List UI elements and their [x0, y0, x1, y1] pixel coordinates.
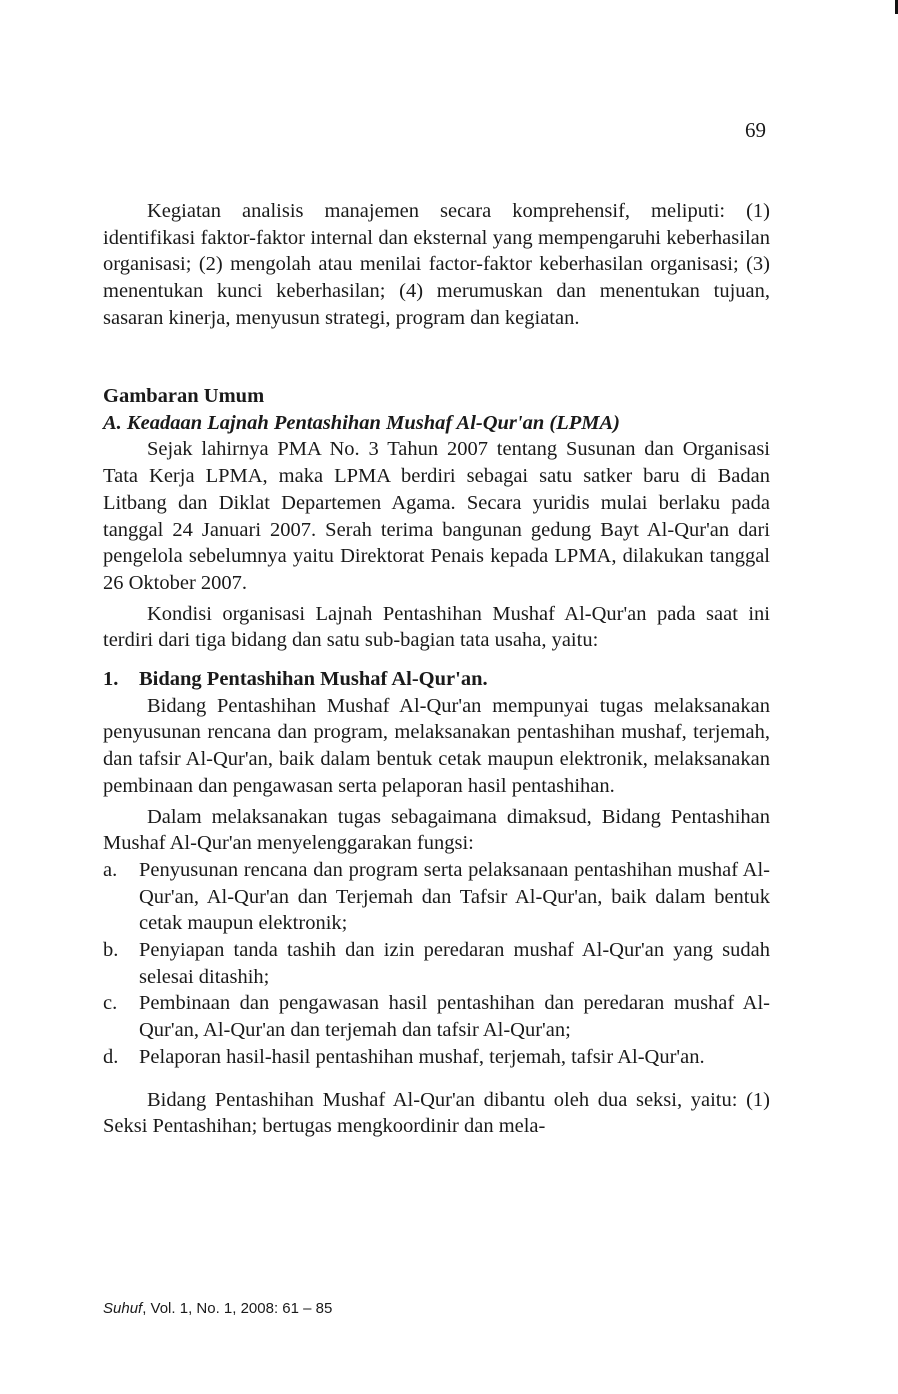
- function-letter: d.: [103, 1045, 119, 1068]
- journal-name: Suhuf: [103, 1300, 143, 1317]
- subsection-heading: A. Keadaan Lajnah Pentashihan Mushaf Al-Qur'an (LPMA): [103, 411, 620, 434]
- intro-section: [103, 198, 770, 332]
- footer-citation: [103, 1300, 332, 1317]
- function-letter: a.: [103, 858, 118, 881]
- function-letter: b.: [103, 939, 119, 962]
- function-text: Penyusunan rencana dan program serta pelaksanaan pentashihan mushaf Al-Qur'an, Al-Qur'an dan Terjemah dan Tafsir Al-Qur'an, baik dalam bentuk cetak maupun elektronik;: [139, 858, 770, 935]
- citation-details: , Vol. 1, No. 1, 2008: 61 – 85: [142, 1300, 333, 1317]
- paragraph-sections: Bidang Pentashihan Mushaf Al-Qur'an dibantu oleh dua seksi, yaitu: (1) Seksi Pentashihan; bertugas mengkoordinir dan mela-: [103, 1088, 770, 1138]
- function-text: Pelaporan hasil-hasil pentashihan mushaf, terjemah, tafsir Al-Qur'an.: [139, 1045, 705, 1068]
- main-section: [103, 383, 770, 1140]
- function-letter: c.: [103, 992, 118, 1015]
- function-item: [103, 937, 770, 990]
- paragraph-origin: Sejak lahirnya PMA No. 3 Tahun 2007 tentang Susunan dan Organisasi Tata Kerja LPMA, maka LPMA berdiri sebagai satu satker baru di Badan Litbang dan Diklat Departemen Agama. Secara yuridis mulai berlaku pada tanggal 24 Januari 2007. Serah terima bangunan gedung Bayt Al-Qur'an dari pengelola sebelumnya yaitu Direktorat Penais kepada LPMA, dilakukan tanggal 26 Oktober 2007.: [103, 438, 770, 594]
- item-heading: Bidang Pentashihan Mushaf Al-Qur'an.: [139, 668, 488, 691]
- function-text: Pembinaan dan pengawasan hasil pentashihan dan peredaran mushaf Al-Qur'an, Al-Qur'an dan terjemah dan tafsir Al-Qur'an;: [139, 992, 770, 1042]
- function-item: [103, 857, 770, 937]
- section-heading: Gambaran Umum: [103, 385, 265, 407]
- item-number: 1.: [103, 668, 119, 691]
- list-item-heading: [103, 666, 770, 693]
- paragraph-organization: Kondisi organisasi Lajnah Pentashihan Mushaf Al-Qur'an pada saat ini terdiri dari tiga bidang dan satu sub-bagian tata usaha, yaitu:: [103, 602, 770, 652]
- function-text: Penyiapan tanda tashih dan izin peredaran mushaf Al-Qur'an yang sudah selesai ditashih;: [139, 939, 770, 988]
- function-item: [103, 990, 770, 1043]
- intro-paragraph: Kegiatan analisis manajemen secara komprehensif, meliputi: (1) identifikasi faktor-faktor internal dan eksternal yang mempengaruhi keberhasilan organisasi; (2) mengolah atau menilai factor-faktor keberhasilan organisasi; (3) menentukan kunci keberhasilan; (4) merumuskan dan menentukan tujuan, sasaran kinerja, menyusun strategi, program dan kegiatan.: [103, 200, 770, 329]
- paragraph-functions-intro: Dalam melaksanakan tugas sebagaimana dimaksud, Bidang Pentashihan Mushaf Al-Qur'an menyelenggarakan fungsi:: [103, 805, 770, 855]
- paragraph-tasks: Bidang Pentashihan Mushaf Al-Qur'an mempunyai tugas melaksanakan penyusunan rencana dan program, melaksanakan pentashihan mushaf, terjemah, dan tafsir Al-Qur'an, baik dalam bentuk cetak maupun elektronik, melaksanakan pembinaan dan pengawasan serta pelaporan hasil pentashihan.: [103, 694, 770, 797]
- function-item: [103, 1044, 770, 1071]
- page-number: 69: [745, 118, 766, 142]
- functions-list: [103, 857, 770, 1071]
